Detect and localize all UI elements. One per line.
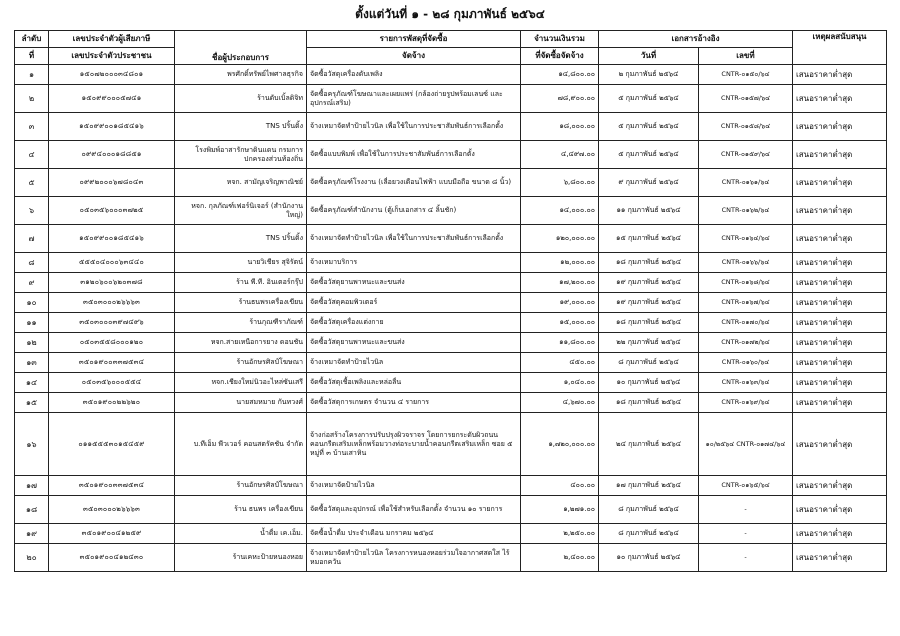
cell-item: จ้างเหมาจัดทำป้ายไวนิล โครงการหนองหอยร่วมใจอากาศสดใส ไร้หมอกควัน: [307, 544, 521, 572]
cell-item: จัดซื้อแบบพิมพ์ เพื่อใช้ในการประชาสัมพันธ์การเลือกตั้ง: [307, 141, 521, 169]
cell-amount: ๑๗,๒๐๐.๐๐: [521, 273, 599, 293]
cell-ref-date: ๘ กุมภาพันธ์ ๒๕๖๔: [599, 496, 699, 524]
cell-no: ๕: [15, 169, 49, 197]
cell-item: จัดซื้อวัสดุเครื่องแต่งกาย: [307, 313, 521, 333]
cell-reason: เสนอราคาต่ำสุด: [793, 65, 887, 85]
cell-amount: ๑๔,๘๐๐.๐๐: [521, 65, 599, 85]
header-no: ลำดับ: [15, 31, 49, 48]
table-row: [15, 333, 887, 353]
cell-amount: ๔,๔๙๗.๐๐: [521, 141, 599, 169]
table-row: [15, 113, 887, 141]
cell-amount: ๖,๘๐๐.๐๐: [521, 169, 599, 197]
header-refs: เอกสารอ้างอิง: [599, 31, 793, 48]
cell-vendor: หจก.เชียงใหม่นิวอะไหล่ซันเสรี: [175, 373, 307, 393]
cell-tax-id: ๓๕๐๓๐๐๐๓๙๗๔๙๖: [49, 313, 175, 333]
cell-amount: ๑,๗๒๐,๐๐๐.๐๐: [521, 413, 599, 476]
cell-tax-id: ๓๕๐๑๙๐๐๔๑๒๕๙: [49, 524, 175, 544]
cell-ref-no: -: [699, 524, 793, 544]
header-item: รายการพัสดุที่จัดซื้อ: [307, 31, 521, 48]
cell-no: ๘: [15, 253, 49, 273]
cell-ref-date: ๒ กุมภาพันธ์ ๒๕๖๔: [599, 65, 699, 85]
cell-no: ๔: [15, 141, 49, 169]
cell-no: ๑๐: [15, 293, 49, 313]
table-row: [15, 413, 887, 476]
cell-vendor: ร้านธนพรเครื่องเขียน: [175, 293, 307, 313]
cell-item: จัดซื้อวัสดุคอมพิวเตอร์: [307, 293, 521, 313]
cell-ref-no: CNTR-๐๑๖๗/๖๔: [699, 293, 793, 313]
cell-ref-no: ๑๐/๒๕๖๔ CNTR-๐๑๗๔/๖๔: [699, 413, 793, 476]
cell-item: จัดซื้อวัสดุยานพาหนะและขนส่ง: [307, 273, 521, 293]
cell-vendor: หจก. สามัญเจริญพาณิชย์: [175, 169, 307, 197]
cell-no: ๑๕: [15, 393, 49, 413]
cell-vendor: ร้านอักษรศิลป์โฆษณา: [175, 353, 307, 373]
cell-no: ๙: [15, 273, 49, 293]
cell-amount: ๔,๖๗๐.๐๐: [521, 393, 599, 413]
cell-item: จัดซื้อวัสดุการเกษตร จำนวน ๔ รายการ: [307, 393, 521, 413]
cell-tax-id: ๑๕๐๗๒๐๐๐๓๔๘๐๑: [49, 65, 175, 85]
cell-reason: เสนอราคาต่ำสุด: [793, 496, 887, 524]
cell-no: ๑๖: [15, 413, 49, 476]
header-row-1: [15, 31, 887, 48]
cell-no: ๖: [15, 197, 49, 225]
cell-item: จัดซื้อวัสดุเครื่องดับเพลิง: [307, 65, 521, 85]
cell-ref-date: ๑๘ กุมภาพันธ์ ๒๕๖๔: [599, 253, 699, 273]
cell-vendor: ร้านเคหะป้ายหนองหอย: [175, 544, 307, 572]
cell-ref-no: CNTR-๐๑๖๖/๖๔: [699, 253, 793, 273]
cell-amount: ๑๒๐,๐๐๐.๐๐: [521, 225, 599, 253]
cell-ref-no: CNTR-๐๑๖๕/๖๔: [699, 476, 793, 496]
cell-vendor: หจก.สายเหนือการยาง ดอนชัน: [175, 333, 307, 353]
page-title: ตั้งแต่วันที่ ๑ - ๒๘ กุมภาพันธ์ ๒๕๖๔: [355, 7, 545, 21]
cell-ref-no: CNTR-๐๑๕๗/๖๔: [699, 85, 793, 113]
cell-no: ๑๓: [15, 353, 49, 373]
table-row: [15, 253, 887, 273]
cell-ref-no: CNTR-๐๑๖๔/๖๔: [699, 225, 793, 253]
cell-amount: ๔๐๐.๐๐: [521, 476, 599, 496]
cell-amount: ๑๘,๐๐๐.๐๐: [521, 113, 599, 141]
cell-ref-date: ๑๑ กุมภาพันธ์ ๒๕๖๔: [599, 197, 699, 225]
header-no-sub: ที่: [15, 48, 49, 65]
cell-ref-date: ๑๙ กุมภาพันธ์ ๒๕๖๔: [599, 273, 699, 293]
cell-reason: เสนอราคาต่ำสุด: [793, 141, 887, 169]
cell-item: จัดซื้อครุภัณฑ์โรงงาน (เลื่อยวงเดือนไฟฟ้า แบบมือถือ ขนาด ๘ นิ้ว): [307, 169, 521, 197]
header-ref-no: เลขที่: [699, 48, 793, 65]
cell-no: ๒๐: [15, 544, 49, 572]
cell-reason: เสนอราคาต่ำสุด: [793, 85, 887, 113]
table-row: [15, 544, 887, 572]
cell-vendor: พรศักดิ์ทรัพย์ไพศาลธุรกิจ: [175, 65, 307, 85]
cell-amount: ๑,๒๗๑.๐๐: [521, 496, 599, 524]
cell-item: จัดซื้อวัสดุเชื้อเพลิงและหล่อลื่น: [307, 373, 521, 393]
cell-ref-no: CNTR-๐๑๕๘/๖๔: [699, 113, 793, 141]
cell-reason: เสนอราคาต่ำสุด: [793, 313, 887, 333]
cell-tax-id: ๓๕๐๑๙๐๐๓๓๗๕๓๔: [49, 353, 175, 373]
cell-ref-date: ๘ กุมภาพันธ์ ๒๕๖๔: [599, 524, 699, 544]
table-row: [15, 476, 887, 496]
cell-no: ๑๔: [15, 373, 49, 393]
header-tax-id: เลขประจำตัวผู้เสียภาษี: [49, 31, 175, 48]
cell-ref-date: ๒๔ กุมภาพันธ์ ๒๕๖๔: [599, 413, 699, 476]
cell-tax-id: ๓๕๐๑๙๐๐๓๓๗๕๓๔: [49, 476, 175, 496]
cell-reason: เสนอราคาต่ำสุด: [793, 393, 887, 413]
cell-tax-id: ๑๕๐๙๙๐๐๐๕๗๔๑: [49, 85, 175, 113]
cell-ref-no: CNTR-๐๑๗๒/๖๔: [699, 333, 793, 353]
table-row: [15, 197, 887, 225]
cell-item: จัดซื้อน้ำดื่ม ประจำเดือน มกราคม ๒๕๖๔: [307, 524, 521, 544]
cell-ref-no: -: [699, 496, 793, 524]
cell-reason: เสนอราคาต่ำสุด: [793, 169, 887, 197]
header-item-sub: จัดจ้าง: [307, 48, 521, 65]
cell-reason: เสนอราคาต่ำสุด: [793, 476, 887, 496]
cell-amount: ๑๒,๐๐๐.๐๐: [521, 253, 599, 273]
table-row: [15, 293, 887, 313]
table-row: [15, 373, 887, 393]
cell-item: จ้างเหมาจัดทำป้ายไวนิล เพื่อใช้ในการประชาสัมพันธ์การเลือกตั้ง: [307, 225, 521, 253]
cell-tax-id: ๕๕๕๐๔๐๐๐๖๓๔๔๐: [49, 253, 175, 273]
cell-ref-no: CNTR-๐๑๕๙/๖๔: [699, 141, 793, 169]
cell-reason: เสนอราคาต่ำสุด: [793, 113, 887, 141]
header-row-2: [15, 48, 887, 65]
cell-amount: ๒,๒๕๐.๐๐: [521, 524, 599, 544]
cell-ref-date: ๑๘ กุมภาพันธ์ ๒๕๖๔: [599, 393, 699, 413]
cell-reason: เสนอราคาต่ำสุด: [793, 293, 887, 313]
cell-ref-no: CNTR-๐๑๖๒/๖๔: [699, 197, 793, 225]
table-row: [15, 353, 887, 373]
cell-amount: ๑๙,๐๐๐.๐๐: [521, 293, 599, 313]
cell-item: จ้างเหมาจัดทำป้ายไวนิล เพื่อใช้ในการประชาสัมพันธ์การเลือกตั้ง: [307, 113, 521, 141]
table-row: [15, 273, 887, 293]
cell-tax-id: ๑๕๐๙๙๐๐๑๘๕๔๑๖: [49, 113, 175, 141]
cell-tax-id: ๑๕๐๙๙๐๐๑๘๕๔๑๖: [49, 225, 175, 253]
cell-ref-date: ๑๘ กุมภาพันธ์ ๒๕๖๔: [599, 313, 699, 333]
cell-ref-no: CNTR-๐๑๕๐/๖๔: [699, 65, 793, 85]
cell-ref-date: ๙ กุมภาพันธ์ ๒๕๖๔: [599, 169, 699, 197]
cell-no: ๑๗: [15, 476, 49, 496]
cell-item: จ้างเหมาบริการ: [307, 253, 521, 273]
cell-ref-no: CNTR-๐๑๗๐/๖๔: [699, 313, 793, 333]
cell-reason: เสนอราคาต่ำสุด: [793, 544, 887, 572]
cell-ref-date: ๕ กุมภาพันธ์ ๒๕๖๔: [599, 141, 699, 169]
cell-ref-no: CNTR-๐๑๖๙/๖๔: [699, 393, 793, 413]
cell-amount: ๑,๐๔๐.๐๐: [521, 373, 599, 393]
cell-ref-date: ๑๐ กุมภาพันธ์ ๒๕๖๔: [599, 544, 699, 572]
cell-tax-id: ๓๑๒๐๖๐๐๖๒๐๓๗๘: [49, 273, 175, 293]
cell-vendor: ร้าน ธนพร เครื่องเขียน: [175, 496, 307, 524]
cell-tax-id: ๐๕๐๓๕๖๐๐๐๓๗๒๕: [49, 197, 175, 225]
cell-tax-id: ๓๕๐๓๐๐๐๒๖๖๖๓: [49, 496, 175, 524]
cell-vendor: โรงพิมพ์อาสารักษาดินแดน กรมการปกครองส่วนท้องถิ่น: [175, 141, 307, 169]
cell-vendor: บ.ทีเอ็ม พีวเวอร์ คอนสตรัคชัน จำกัด: [175, 413, 307, 476]
cell-ref-no: CNTR-๐๑๖๓/๖๔: [699, 373, 793, 393]
procurement-table: [14, 30, 887, 572]
header-amount: จำนวนเงินรวม: [521, 31, 599, 48]
cell-ref-date: ๑๕ กุมภาพันธ์ ๒๕๖๔: [599, 225, 699, 253]
table-body: [15, 65, 887, 572]
cell-vendor: นายสมหมาย กันทวงศ์: [175, 393, 307, 413]
header-reason: เหตุผลสนับสนุน: [793, 31, 887, 65]
cell-reason: เสนอราคาต่ำสุด: [793, 413, 887, 476]
cell-ref-date: ๑๗ กุมภาพันธ์ ๒๕๖๔: [599, 476, 699, 496]
header-amount-sub: ที่จัดซื้อจัดจ้าง: [521, 48, 599, 65]
cell-tax-id: ๐๑๑๕๕๕๓๐๑๕๔๕๙: [49, 413, 175, 476]
cell-no: ๑๒: [15, 333, 49, 353]
cell-amount: ๑๕,๐๐๐.๐๐: [521, 313, 599, 333]
table-row: [15, 65, 887, 85]
table-row: [15, 524, 887, 544]
cell-vendor: นายวิเชียร สุจิรัตน์: [175, 253, 307, 273]
cell-item: จัดซื้อครุภัณฑ์โฆษณาและเผยแพร่ (กล้องถ่ายรูปพร้อมเลนซ์ และอุปกรณ์เสริม): [307, 85, 521, 113]
cell-no: ๑๑: [15, 313, 49, 333]
table-row: [15, 169, 887, 197]
cell-ref-date: ๕ กุมภาพันธ์ ๒๕๖๔: [599, 85, 699, 113]
cell-no: ๑: [15, 65, 49, 85]
cell-amount: ๗๘,๙๐๐.๐๐: [521, 85, 599, 113]
cell-vendor: TNS ปริ้นติ้ง: [175, 225, 307, 253]
cell-reason: เสนอราคาต่ำสุด: [793, 333, 887, 353]
cell-vendor: ร้านดับเบิ้ลดิจิท: [175, 85, 307, 113]
cell-reason: เสนอราคาต่ำสุด: [793, 197, 887, 225]
cell-no: ๑๙: [15, 524, 49, 544]
table-row: [15, 85, 887, 113]
cell-ref-no: CNTR-๐๑๖๐/๖๔: [699, 353, 793, 373]
cell-tax-id: ๐๙๙๔๐๐๐๑๘๘๕๑: [49, 141, 175, 169]
header-ref-date: วันที่: [599, 48, 699, 65]
cell-ref-no: CNTR-๐๑๖๑/๖๔: [699, 169, 793, 197]
cell-no: ๓: [15, 113, 49, 141]
cell-item: จ้างก่อสร้างโครงการปรับปรุงผิวจราจร โดยการยกระดับผิวถนนคอนกรีตเสริมเหล็กพร้อมวางท่อระบายน้ำคอนกรีตเสริมเหล็ก ซอย ๕ หมู่ที่ ๓ บ้านเสาหิน: [307, 413, 521, 476]
header-vendor: ชื่อผู้ประกอบการ: [175, 31, 307, 65]
header-tax-id-sub: เลขประจำตัวประชาชน: [49, 48, 175, 65]
cell-reason: เสนอราคาต่ำสุด: [793, 373, 887, 393]
cell-item: จ้างเหมาจัดป้ายไวนิล: [307, 476, 521, 496]
cell-item: จ้างเหมาจัดทำป้ายไวนิล: [307, 353, 521, 373]
cell-tax-id: ๐๙๙๒๐๐๐๖๗๘๐๔๓: [49, 169, 175, 197]
cell-reason: เสนอราคาต่ำสุด: [793, 524, 887, 544]
cell-vendor: ร้านกุณฑีราภัณฑ์: [175, 313, 307, 333]
cell-item: จัดซื้อครุภัณฑ์สำนักงาน (ตู้เก็บเอกสาร ๔ ลิ้นชัก): [307, 197, 521, 225]
table-row: [15, 496, 887, 524]
cell-amount: ๒,๔๐๐.๐๐: [521, 544, 599, 572]
table-row: [15, 313, 887, 333]
cell-tax-id: ๐๕๐๓๕๖๐๐๐๕๕๔: [49, 373, 175, 393]
cell-reason: เสนอราคาต่ำสุด: [793, 273, 887, 293]
cell-tax-id: ๓๕๐๓๐๐๐๒๖๖๖๓: [49, 293, 175, 313]
cell-tax-id: ๓๕๐๑๙๐๐๔๑๒๔๓๐: [49, 544, 175, 572]
cell-ref-no: -: [699, 544, 793, 572]
cell-vendor: น้ำดื่ม เค.เอ็ม.: [175, 524, 307, 544]
cell-reason: เสนอราคาต่ำสุด: [793, 353, 887, 373]
table-row: [15, 393, 887, 413]
cell-ref-date: ๑๙ กุมภาพันธ์ ๒๕๖๔: [599, 293, 699, 313]
cell-no: ๑๘: [15, 496, 49, 524]
cell-vendor: ร้าน พี.ที. อินเตอร์กรุ๊ป: [175, 273, 307, 293]
cell-amount: ๑๔,๐๐๐.๐๐: [521, 197, 599, 225]
cell-amount: ๔๕๐.๐๐: [521, 353, 599, 373]
cell-ref-date: ๕ กุมภาพันธ์ ๒๕๖๔: [599, 113, 699, 141]
cell-ref-date: ๒๒ กุมภาพันธ์ ๒๕๖๔: [599, 333, 699, 353]
cell-no: ๗: [15, 225, 49, 253]
cell-item: จัดซื้อวัสดุยานพาหนะและขนส่ง: [307, 333, 521, 353]
cell-tax-id: ๓๕๐๑๙๐๐๒๒๖๒๐: [49, 393, 175, 413]
table-row: [15, 225, 887, 253]
cell-reason: เสนอราคาต่ำสุด: [793, 225, 887, 253]
cell-vendor: หจก. กุลภัณฑ์เฟอร์นิเจอร์ (สำนักงานใหญ่): [175, 197, 307, 225]
cell-ref-date: ๘ กุมภาพันธ์ ๒๕๖๔: [599, 353, 699, 373]
cell-amount: ๑๑,๘๐๐.๐๐: [521, 333, 599, 353]
cell-vendor: TNS ปริ้นติ้ง: [175, 113, 307, 141]
cell-reason: เสนอราคาต่ำสุด: [793, 253, 887, 273]
cell-tax-id: ๐๕๐๓๕๕๘๐๐๐๑๒๐: [49, 333, 175, 353]
cell-item: จัดซื้อวัสดุและอุปกรณ์ เพื่อใช้สำหรับเลือกตั้ง จำนวน ๑๐ รายการ: [307, 496, 521, 524]
cell-ref-date: ๑๐ กุมภาพันธ์ ๒๕๖๔: [599, 373, 699, 393]
cell-vendor: ร้านอักษรศิลป์โฆษณา: [175, 476, 307, 496]
table-row: [15, 141, 887, 169]
cell-no: ๒: [15, 85, 49, 113]
cell-ref-no: CNTR-๐๑๖๘/๖๔: [699, 273, 793, 293]
